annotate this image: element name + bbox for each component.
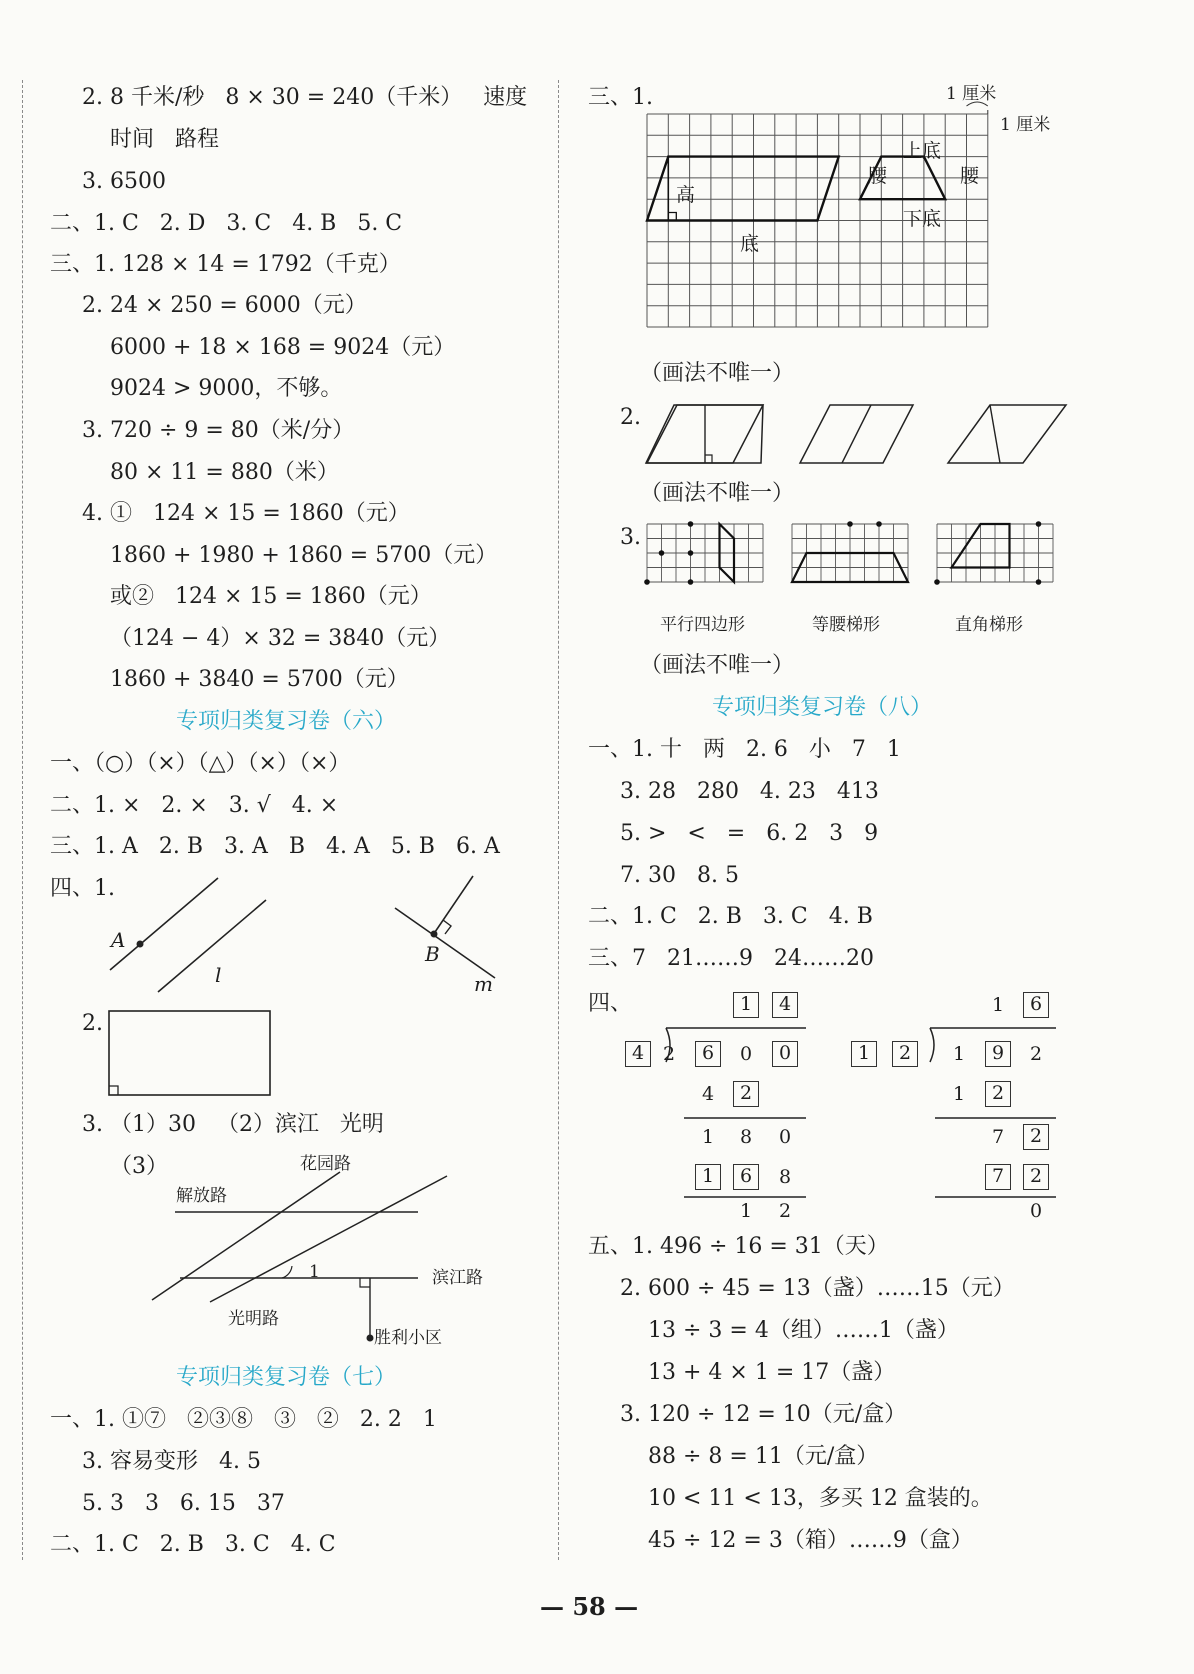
answer-line: 1860 + 1980 + 1860 = 5700（元） bbox=[110, 543, 498, 568]
step-digit: 2 bbox=[1023, 1164, 1049, 1190]
dot-grid-shapes bbox=[645, 522, 1065, 592]
dividend-digit: 6 bbox=[695, 1041, 721, 1067]
answer-line: 三、7 21……9 24……20 bbox=[588, 946, 874, 971]
remainder-digit: 0 bbox=[1029, 1200, 1043, 1222]
note-text: （画法不唯一） bbox=[640, 481, 795, 506]
answer-line: 3. 容易变形 4. 5 bbox=[82, 1449, 261, 1474]
note-text: （画法不唯一） bbox=[640, 361, 795, 386]
answer-line: 时间 路程 bbox=[110, 127, 219, 152]
answer-line: 9024 > 9000，不够。 bbox=[110, 376, 343, 401]
label-leg-right: 腰 bbox=[960, 165, 980, 187]
dividend-digit: 1 bbox=[952, 1043, 966, 1065]
dividend-digit: 2 bbox=[1029, 1043, 1043, 1065]
label-line-m: m bbox=[474, 972, 493, 996]
remainder-digit: 2 bbox=[778, 1200, 792, 1222]
question-label: 三、1. bbox=[588, 85, 653, 110]
answer-line: 四、 bbox=[588, 991, 633, 1016]
answer-line: 2. 24 × 250 = 6000（元） bbox=[82, 293, 367, 318]
answer-line: （124 − 4）× 32 = 3840（元） bbox=[110, 626, 451, 651]
answer-line: 3. 120 ÷ 12 = 10（元/盒） bbox=[620, 1402, 907, 1427]
step-digit: 8 bbox=[778, 1166, 792, 1188]
answer-line: 13 ÷ 3 = 4（组）……1（盏） bbox=[648, 1318, 959, 1343]
label-top-base: 上底 bbox=[903, 140, 942, 162]
label-1cm-side: 1 厘米 bbox=[1000, 115, 1051, 135]
answer-line: 5. 3 3 6. 15 37 bbox=[82, 1491, 285, 1516]
shape-name-right-trapezoid: 直角梯形 bbox=[955, 615, 1023, 635]
answer-line: 二、1. C 2. D 3. C 4. B 5. C bbox=[50, 211, 403, 236]
label-base: 底 bbox=[740, 233, 760, 255]
remainder-digit: 0 bbox=[778, 1126, 792, 1148]
divisor-digit: 1 bbox=[851, 1041, 877, 1067]
step-digit: 6 bbox=[733, 1164, 759, 1190]
step-digit: 7 bbox=[985, 1164, 1011, 1190]
step-digit: 2 bbox=[985, 1081, 1011, 1107]
answer-line: 三、1. 128 × 14 = 1792（千克） bbox=[50, 252, 401, 277]
answer-line: 2. bbox=[82, 1011, 103, 1036]
answer-line: 3. 720 ÷ 9 = 80（米/分） bbox=[82, 418, 355, 443]
remainder-digit: 8 bbox=[739, 1126, 753, 1148]
column-divider bbox=[558, 80, 559, 1560]
remainder-digit: 1 bbox=[701, 1126, 715, 1148]
answer-line: 10 < 11 < 13，多买 12 盒装的。 bbox=[648, 1486, 993, 1511]
page-number: — 58 — bbox=[540, 1592, 639, 1621]
answer-line: 88 ÷ 8 = 11（元/盒） bbox=[648, 1444, 879, 1469]
answer-line: 1860 + 3840 = 5700（元） bbox=[110, 667, 409, 692]
left-margin-line bbox=[22, 80, 23, 1560]
answer-line: 7. 30 8. 5 bbox=[620, 863, 739, 888]
label-binjiang-road: 滨江路 bbox=[432, 1268, 483, 1288]
step-digit: 1 bbox=[952, 1083, 966, 1105]
label-height: 高 bbox=[676, 184, 696, 206]
rectangle-figure bbox=[108, 1010, 273, 1100]
shape-name-parallelogram: 平行四边形 bbox=[660, 615, 745, 635]
answer-line: 一、1. ①⑦ ②③⑧ ③ ② 2. 2 1 bbox=[50, 1407, 437, 1432]
dividend-digit: 0 bbox=[772, 1041, 798, 1067]
answer-line: 3. 28 280 4. 23 413 bbox=[620, 779, 879, 804]
answer-line: 二、1. × 2. × 3. √ 4. × bbox=[50, 793, 339, 818]
label-guangming-road: 光明路 bbox=[228, 1309, 279, 1329]
quotient-digit: 1 bbox=[991, 994, 1005, 1016]
grid-figure bbox=[645, 112, 1005, 347]
answer-line: 二、1. C 2. B 3. C 4. B bbox=[588, 904, 873, 929]
remainder-digit: 7 bbox=[991, 1126, 1005, 1148]
answer-line: 三、1. A 2. B 3. A B 4. A 5. B 6. A bbox=[50, 834, 500, 859]
note-text: （画法不唯一） bbox=[640, 653, 795, 678]
remainder-digit: 1 bbox=[739, 1200, 753, 1222]
answer-line: 一、（○）（×）（△）（×）（×） bbox=[50, 751, 351, 776]
answer-line: 一、1. 十 两 2. 6 小 7 1 bbox=[588, 737, 901, 762]
answer-line: 五、1. 496 ÷ 16 = 31（天） bbox=[588, 1234, 889, 1259]
section-title-6: 专项归类复习卷（六） bbox=[176, 709, 397, 734]
label-bottom-base: 下底 bbox=[903, 208, 942, 230]
answer-line: 4. ① 124 × 15 = 1860（元） bbox=[82, 501, 410, 526]
answer-line: 或② 124 × 15 = 1860（元） bbox=[110, 584, 432, 609]
quotient-digit: 1 bbox=[733, 992, 759, 1018]
answer-line: 四、1. bbox=[50, 876, 115, 901]
label-jiefang-road: 解放路 bbox=[176, 1186, 227, 1206]
answer-line: 3. 6500 bbox=[82, 169, 166, 194]
dividend-digit: 9 bbox=[985, 1041, 1011, 1067]
quotient-digit: 4 bbox=[772, 992, 798, 1018]
label-shengli-community: 胜利小区 bbox=[374, 1328, 442, 1348]
answer-line: 2. 8 千米/秒 8 × 30 = 240（千米） 速度 bbox=[82, 85, 528, 110]
answer-line: 45 ÷ 12 = 3（箱）……9（盒） bbox=[648, 1528, 973, 1553]
divisor-digit: 2 bbox=[662, 1043, 676, 1065]
remainder-digit: 2 bbox=[1023, 1124, 1049, 1150]
answer-line: （3） bbox=[110, 1154, 168, 1179]
divisor-digit: 4 bbox=[625, 1041, 651, 1067]
label-huayuan-road: 花园路 bbox=[300, 1154, 351, 1174]
divisor-digit: 2 bbox=[892, 1041, 918, 1067]
answer-line: 3. （1）30 （2）滨江 光明 bbox=[82, 1112, 384, 1137]
shape-name-isosceles-trapezoid: 等腰梯形 bbox=[812, 615, 880, 635]
label-angle-1: 1 bbox=[309, 1262, 320, 1282]
label-1cm-top: 1 厘米 bbox=[946, 84, 997, 104]
answer-line: 5. > < = 6. 2 3 9 bbox=[620, 821, 879, 846]
question-label: 2. bbox=[620, 405, 641, 430]
step-digit: 4 bbox=[701, 1083, 715, 1105]
parallelogram-cuts bbox=[645, 400, 1065, 470]
section-title-7: 专项归类复习卷（七） bbox=[176, 1365, 397, 1390]
question-label: 3. bbox=[620, 525, 641, 550]
label-leg-left: 腰 bbox=[868, 165, 888, 187]
step-digit: 1 bbox=[695, 1164, 721, 1190]
answer-line: 80 × 11 = 880（米） bbox=[110, 460, 339, 485]
step-digit: 2 bbox=[733, 1081, 759, 1107]
answer-line: 二、1. C 2. B 3. C 4. C bbox=[50, 1532, 336, 1557]
answer-line: 2. 600 ÷ 45 = 13（盏）……15（元） bbox=[620, 1276, 1015, 1301]
answer-line: 13 + 4 × 1 = 17（盏） bbox=[648, 1360, 896, 1385]
answer-line: 6000 + 18 × 168 = 9024（元） bbox=[110, 335, 456, 360]
label-point-b: B bbox=[425, 942, 440, 966]
label-line-l: l bbox=[215, 963, 222, 987]
section-title-8: 专项归类复习卷（八） bbox=[712, 695, 933, 720]
label-point-a: A bbox=[111, 928, 126, 952]
quotient-digit: 6 bbox=[1023, 992, 1049, 1018]
dividend-digit: 0 bbox=[739, 1043, 753, 1065]
